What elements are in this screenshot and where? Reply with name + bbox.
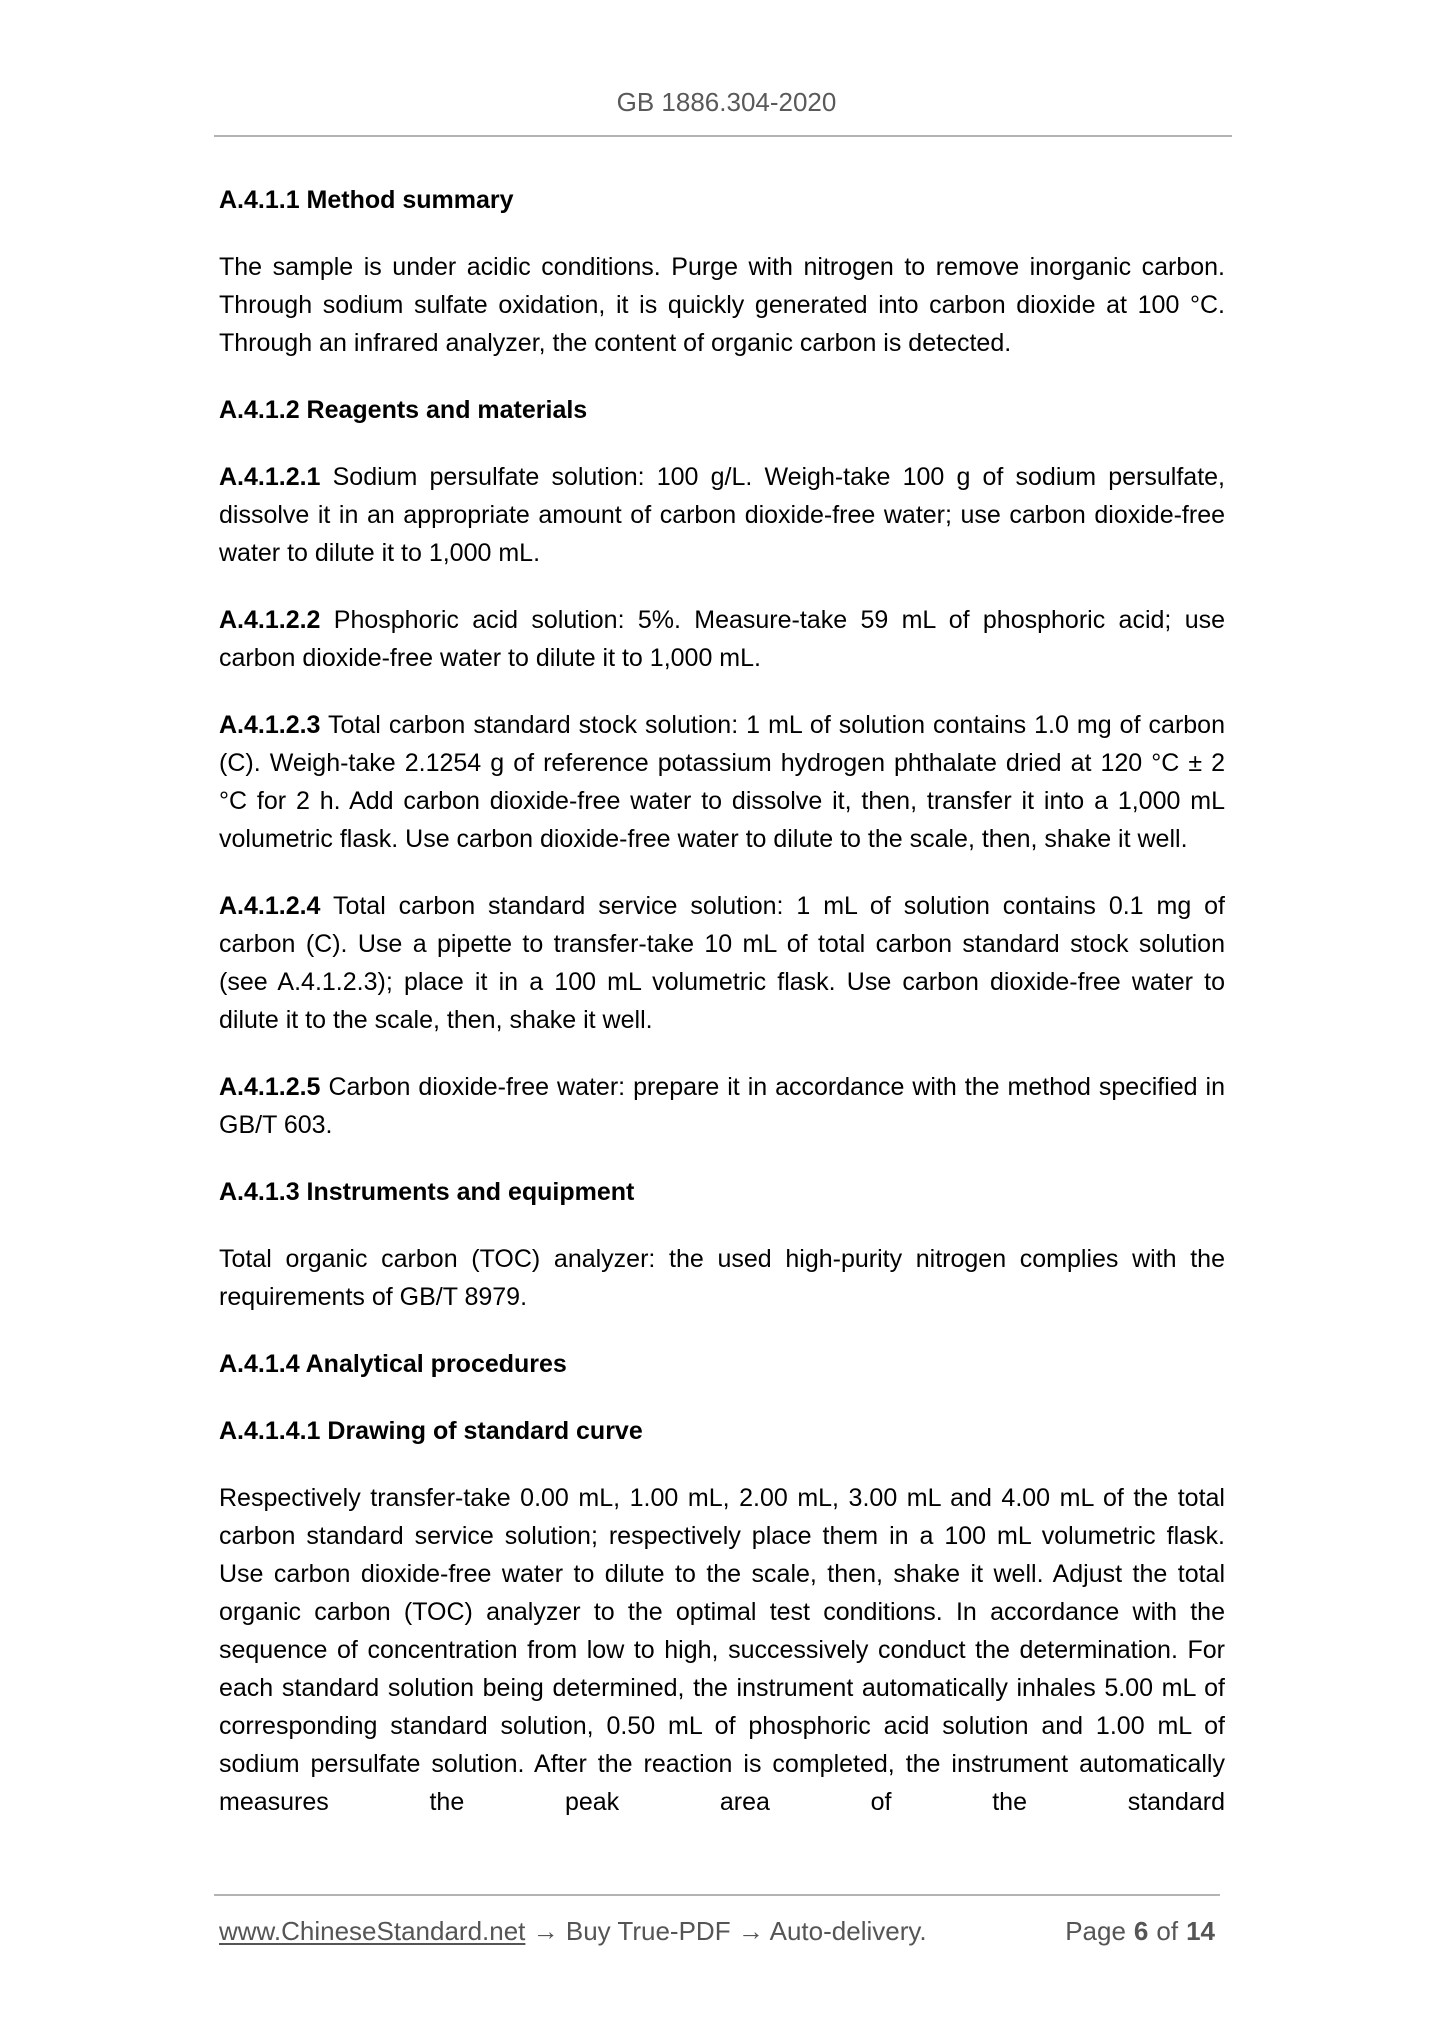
clause-paragraph — [219, 887, 1225, 1039]
site-link[interactable]: www.ChineseStandard.net — [219, 1916, 526, 1946]
clause-paragraph — [219, 601, 1225, 677]
clause-number: A.4.1.2.1 — [219, 463, 321, 491]
clause-paragraph — [219, 458, 1225, 572]
page-header-doc-code: GB 1886.304-2020 — [616, 87, 837, 117]
clause-paragraph — [219, 1068, 1225, 1144]
clause-number: A.4.1.2.3 — [219, 711, 321, 739]
clause-text: Sodium persulfate solution: 100 g/L. Weigh-take 100 g of sodium persulfate, dissolve it in an appropriate amount of carbon dioxide-free water; use carbon dioxide-free water to dilute it to 1,000 mL. — [219, 463, 1225, 567]
footer-divider — [214, 1894, 1220, 1896]
clause-text: Carbon dioxide-free water: prepare it in accordance with the method specified in GB/T 603. — [219, 1073, 1225, 1139]
page-total: 14 — [1186, 1916, 1215, 1946]
page-label: Page — [1065, 1916, 1126, 1946]
arrow-right-icon: → — [737, 1916, 764, 1946]
clause-number: A.4.1.2.5 — [219, 1073, 321, 1101]
page-current: 6 — [1133, 1916, 1149, 1946]
clause-text: Total carbon standard stock solution: 1 mL of solution contains 1.0 mg of carbon (C). Weigh-take 2.1254 g of reference potassium hydrogen phthalate dried at 120 °C ± 2 °C for 2 h. Add carbon dioxide-free water to dissolve it, then, transfer it into a 1,000 mL volumetric flask. Use carbon dioxide-free water to dilute to the scale, then, shake it well. — [219, 711, 1225, 853]
paragraph-instruments: Total organic carbon (TOC) analyzer: the used high-purity nitrogen complies with the requirements of GB/T 8979. — [219, 1245, 1225, 1311]
section-heading-method-summary: A.4.1.1 Method summary — [219, 186, 514, 214]
document-body — [219, 181, 1225, 1821]
section-heading-reagents: A.4.1.2 Reagents and materials — [219, 396, 588, 424]
promo-auto-delivery: Auto-delivery. — [769, 1916, 927, 1946]
page-indicator — [1065, 1914, 1215, 1948]
clause-text: Total carbon standard service solution: 1 mL of solution contains 0.1 mg of carbon (C). Use a pipette to transfer-take 10 mL of total carbon standard stock solution (see A.4.1.2.3); place it in a 100 mL volumetric flask. Use carbon dioxide-free water to dilute it to the scale, then, shake it well. — [219, 892, 1225, 1034]
paragraph-standard-curve: Respectively transfer-take 0.00 mL, 1.00 mL, 2.00 mL, 3.00 mL and 4.00 mL of the total carbon standard service solution; respectively place them in a 100 mL volumetric flask. Use carbon dioxide-free water to dilute to the scale, then, shake it well. Adjust the total organic carbon (TOC) analyzer to the optimal test conditions. In accordance with the sequence of concentration from low to high, successively conduct the determination. For each standard solution being determined, the instrument automatically inhales 5.00 mL of corresponding standard solution, 0.50 mL of phosphoric acid solution and 1.00 mL of sodium persulfate solution. After the reaction is completed, the instrument automatically measures the peak area of the standard — [219, 1484, 1225, 1816]
promo-buy-true-pdf: Buy True-PDF — [565, 1916, 731, 1946]
arrow-right-icon: → — [532, 1916, 559, 1946]
clause-number: A.4.1.2.4 — [219, 892, 321, 920]
clause-number: A.4.1.2.2 — [219, 606, 321, 634]
clause-paragraph — [219, 706, 1225, 858]
page-footer — [219, 1914, 1219, 1948]
section-heading-analytical-procedures: A.4.1.4 Analytical procedures — [219, 1350, 567, 1378]
clause-text: Phosphoric acid solution: 5%. Measure-take 59 mL of phosphoric acid; use carbon dioxide-free water to dilute it to 1,000 mL. — [219, 606, 1225, 672]
section-heading-standard-curve: A.4.1.4.1 Drawing of standard curve — [219, 1417, 643, 1445]
page-of-label: of — [1156, 1916, 1179, 1946]
paragraph-method-summary: The sample is under acidic conditions. Purge with nitrogen to remove inorganic carbon. Through sodium sulfate oxidation, it is quickly generated into carbon dioxide at 100 °C. Through an infrared analyzer, the content of organic carbon is detected. — [219, 253, 1225, 357]
section-heading-instruments: A.4.1.3 Instruments and equipment — [219, 1178, 635, 1206]
header-divider — [214, 135, 1232, 137]
